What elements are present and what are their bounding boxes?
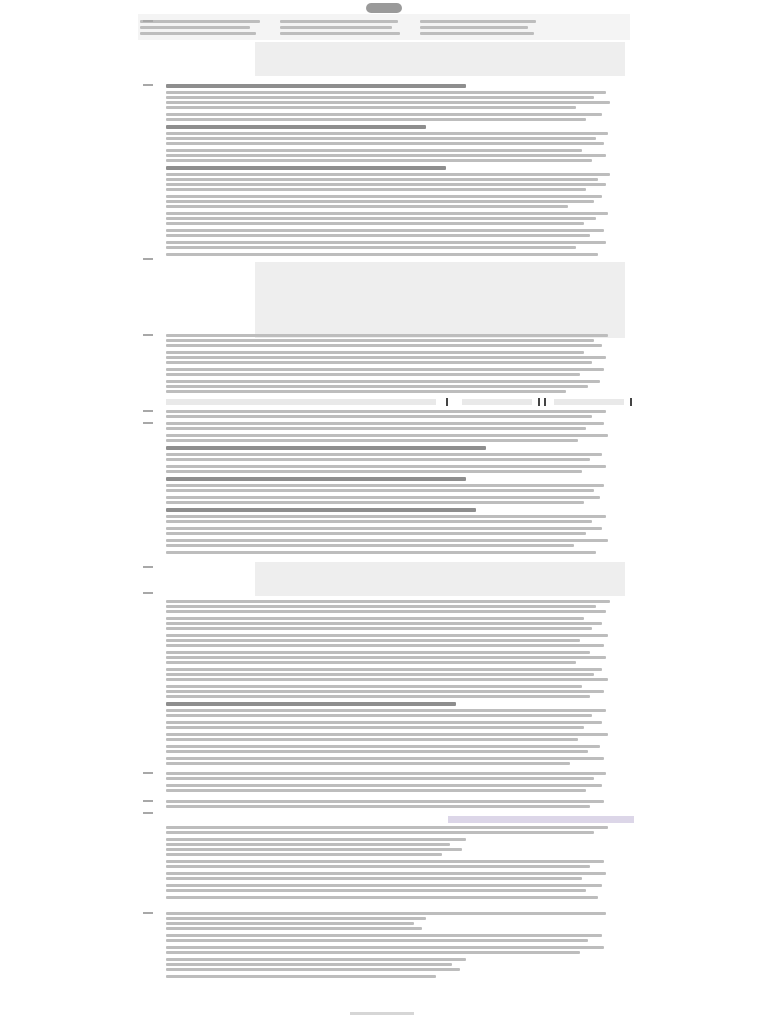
text-block-3 xyxy=(166,410,622,560)
list-marker xyxy=(143,334,153,336)
list-marker xyxy=(143,566,153,568)
text-block-1 xyxy=(166,84,622,260)
highlighted-passage xyxy=(448,816,634,823)
list-marker xyxy=(143,84,153,86)
text-block-4 xyxy=(166,600,622,768)
shaded-block-1 xyxy=(255,42,625,76)
list-marker xyxy=(143,772,153,774)
list-marker xyxy=(143,258,153,260)
list-marker xyxy=(143,422,153,424)
header-column-1 xyxy=(140,18,280,36)
list-marker xyxy=(143,912,153,914)
header-column-3 xyxy=(420,18,560,36)
header-column-2 xyxy=(280,18,420,36)
text-block-7 xyxy=(166,912,622,988)
text-block-6 xyxy=(166,826,622,906)
list-marker xyxy=(143,410,153,412)
list-marker xyxy=(143,812,153,814)
list-marker xyxy=(143,20,153,22)
shaded-block-3 xyxy=(255,562,625,596)
list-marker xyxy=(143,800,153,802)
bar-row xyxy=(166,398,636,406)
page-footer xyxy=(350,1012,414,1015)
text-block-5 xyxy=(166,772,622,812)
shaded-block-2 xyxy=(255,262,625,338)
logo xyxy=(366,3,402,13)
list-marker xyxy=(143,592,153,594)
text-block-2 xyxy=(166,334,622,396)
